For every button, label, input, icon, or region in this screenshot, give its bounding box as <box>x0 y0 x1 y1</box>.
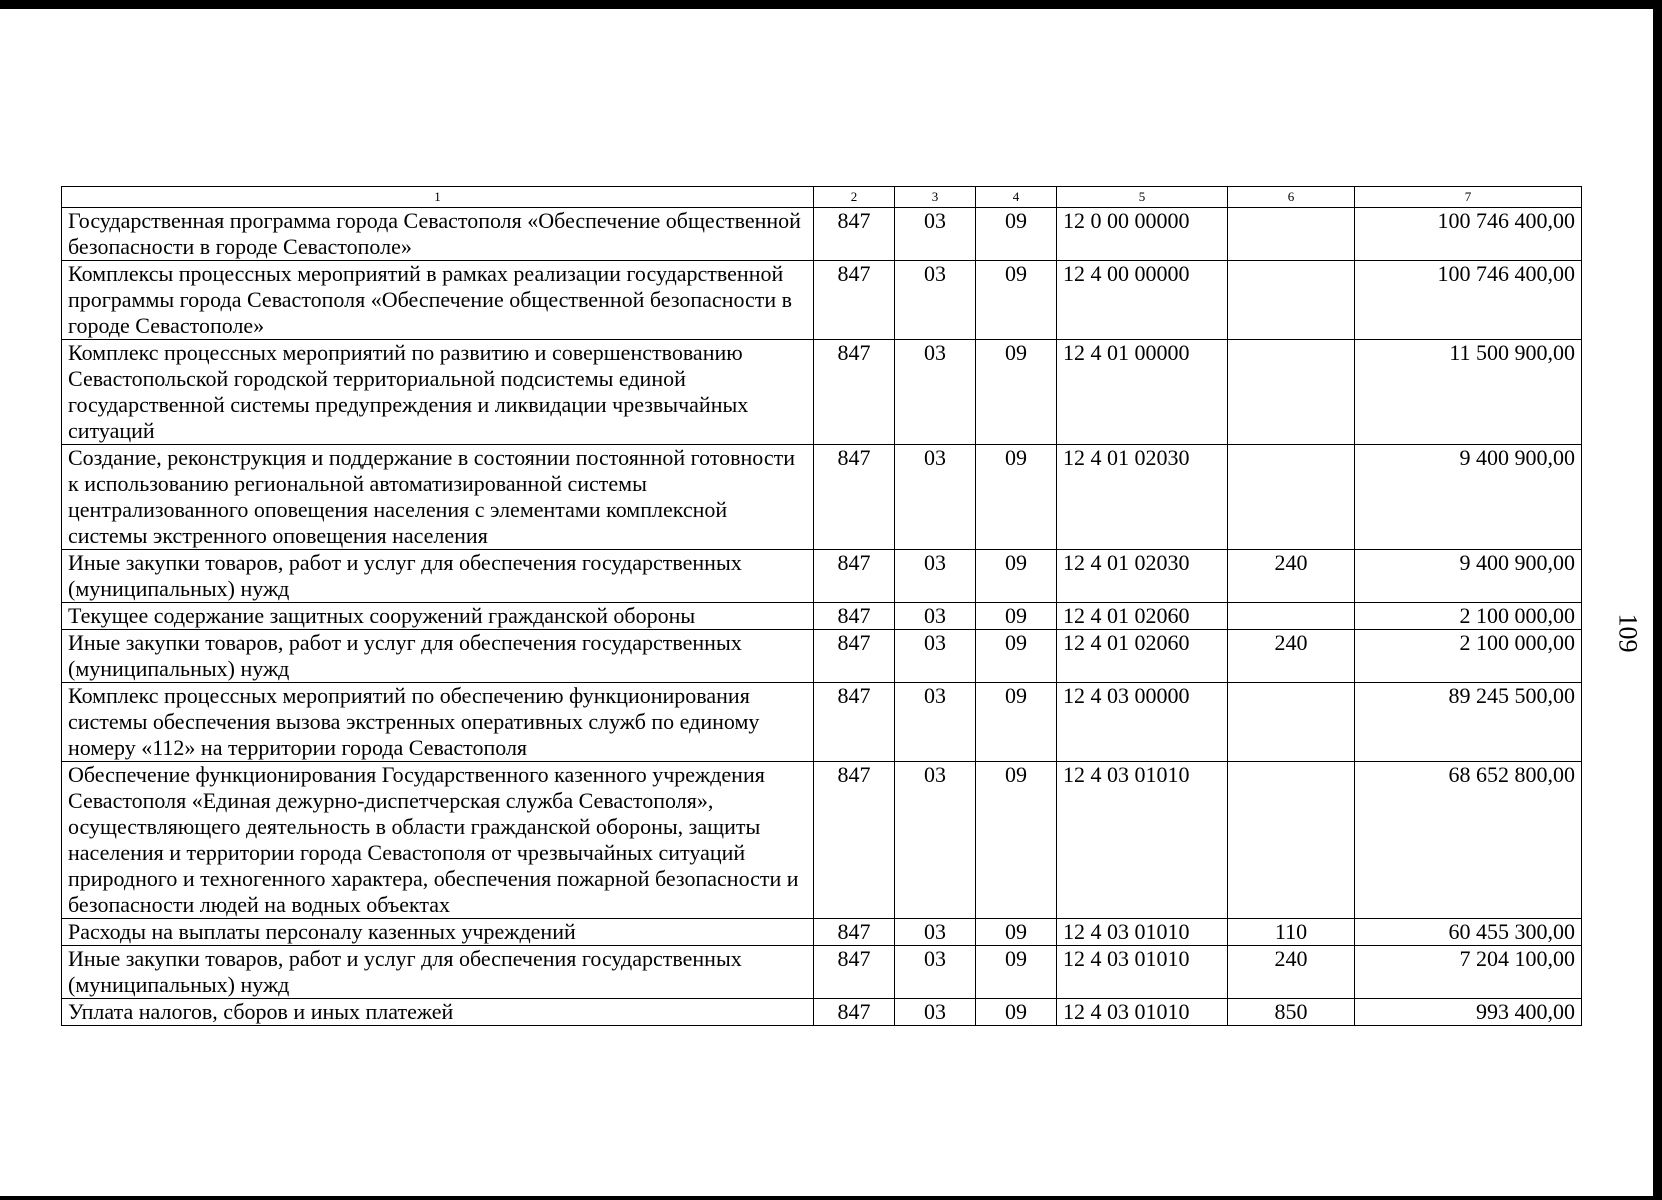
scan-border-bottom <box>0 1196 1662 1200</box>
row-name-cell: Текущее содержание защитных сооружений гражданской обороны <box>62 603 814 630</box>
row-expense-type-cell <box>1228 445 1355 550</box>
row-code-3-cell: 03 <box>895 683 976 762</box>
row-target-article-cell: 12 4 03 01010 <box>1057 919 1228 946</box>
row-target-article-cell: 12 4 03 01010 <box>1057 946 1228 999</box>
row-amount-cell: 2 100 000,00 <box>1355 603 1582 630</box>
row-code-2-cell: 847 <box>814 340 895 445</box>
table-row <box>62 208 1582 261</box>
row-code-3-cell: 03 <box>895 340 976 445</box>
row-code-4-cell: 09 <box>976 919 1057 946</box>
row-expense-type-cell: 240 <box>1228 946 1355 999</box>
row-expense-type-cell <box>1228 762 1355 919</box>
row-amount-cell: 2 100 000,00 <box>1355 630 1582 683</box>
column-header-4: 4 <box>976 187 1057 208</box>
table-row <box>62 919 1582 946</box>
row-amount-cell: 993 400,00 <box>1355 999 1582 1026</box>
budget-table <box>61 186 1582 1026</box>
row-target-article-cell: 12 4 01 02030 <box>1057 445 1228 550</box>
row-code-4-cell: 09 <box>976 946 1057 999</box>
row-expense-type-cell: 240 <box>1228 630 1355 683</box>
row-code-4-cell: 09 <box>976 603 1057 630</box>
row-code-3-cell: 03 <box>895 445 976 550</box>
row-amount-cell: 60 455 300,00 <box>1355 919 1582 946</box>
row-code-3-cell: 03 <box>895 919 976 946</box>
column-header-7: 7 <box>1355 187 1582 208</box>
row-target-article-cell: 12 4 01 02030 <box>1057 550 1228 603</box>
column-header-1: 1 <box>62 187 814 208</box>
row-expense-type-cell <box>1228 683 1355 762</box>
column-header-5: 5 <box>1057 187 1228 208</box>
row-code-2-cell: 847 <box>814 946 895 999</box>
table-row <box>62 261 1582 340</box>
row-amount-cell: 100 746 400,00 <box>1355 208 1582 261</box>
row-code-3-cell: 03 <box>895 999 976 1026</box>
row-code-2-cell: 847 <box>814 550 895 603</box>
row-code-4-cell: 09 <box>976 630 1057 683</box>
row-target-article-cell: 12 4 01 02060 <box>1057 630 1228 683</box>
row-expense-type-cell: 850 <box>1228 999 1355 1026</box>
row-name-cell: Комплексы процессных мероприятий в рамках реализации государственной программы города Севастополя «Обеспечение общественной безопасности в городе Севастополе» <box>62 261 814 340</box>
row-amount-cell: 68 652 800,00 <box>1355 762 1582 919</box>
row-code-2-cell: 847 <box>814 762 895 919</box>
table-body <box>62 208 1582 1026</box>
table-row <box>62 550 1582 603</box>
page-number: 109 <box>1613 613 1643 653</box>
row-amount-cell: 11 500 900,00 <box>1355 340 1582 445</box>
row-expense-type-cell <box>1228 340 1355 445</box>
row-code-3-cell: 03 <box>895 208 976 261</box>
row-target-article-cell: 12 4 01 00000 <box>1057 340 1228 445</box>
row-name-cell: Иные закупки товаров, работ и услуг для обеспечения государственных (муниципальных) нужд <box>62 550 814 603</box>
row-code-4-cell: 09 <box>976 208 1057 261</box>
row-name-cell: Иные закупки товаров, работ и услуг для обеспечения государственных (муниципальных) нужд <box>62 630 814 683</box>
row-code-3-cell: 03 <box>895 762 976 919</box>
column-number-row <box>62 187 1582 208</box>
row-expense-type-cell: 110 <box>1228 919 1355 946</box>
row-target-article-cell: 12 4 03 00000 <box>1057 683 1228 762</box>
row-expense-type-cell <box>1228 603 1355 630</box>
row-target-article-cell: 12 4 01 02060 <box>1057 603 1228 630</box>
row-target-article-cell: 12 4 03 01010 <box>1057 999 1228 1026</box>
row-code-2-cell: 847 <box>814 208 895 261</box>
row-code-2-cell: 847 <box>814 683 895 762</box>
table-row <box>62 445 1582 550</box>
row-name-cell: Создание, реконструкция и поддержание в состоянии постоянной готовности к использованию региональной автоматизированной системы централизованного оповещения населения с элементами комплексной системы экстренного оповещения населения <box>62 445 814 550</box>
row-name-cell: Обеспечение функционирования Государственного казенного учреждения Севастополя «Единая дежурно-диспетчерская служба Севастополя», осуществляющего деятельность в области гражданской обороны, защиты населения и территории города Севастополя от чрезвычайных ситуаций природного и техногенного характера, обеспечения пожарной безопасности и безопасности людей на водных объектах <box>62 762 814 919</box>
scan-border-right <box>1653 0 1662 1200</box>
row-expense-type-cell <box>1228 208 1355 261</box>
row-expense-type-cell <box>1228 261 1355 340</box>
table-row <box>62 946 1582 999</box>
row-code-2-cell: 847 <box>814 603 895 630</box>
row-expense-type-cell: 240 <box>1228 550 1355 603</box>
row-code-3-cell: 03 <box>895 630 976 683</box>
table-row <box>62 762 1582 919</box>
row-amount-cell: 7 204 100,00 <box>1355 946 1582 999</box>
row-target-article-cell: 12 0 00 00000 <box>1057 208 1228 261</box>
row-target-article-cell: 12 4 00 00000 <box>1057 261 1228 340</box>
row-code-3-cell: 03 <box>895 603 976 630</box>
row-name-cell: Расходы на выплаты персоналу казенных учреждений <box>62 919 814 946</box>
row-code-2-cell: 847 <box>814 261 895 340</box>
column-header-2: 2 <box>814 187 895 208</box>
row-code-4-cell: 09 <box>976 340 1057 445</box>
row-code-2-cell: 847 <box>814 999 895 1026</box>
row-code-3-cell: 03 <box>895 550 976 603</box>
row-code-2-cell: 847 <box>814 919 895 946</box>
row-code-4-cell: 09 <box>976 683 1057 762</box>
row-name-cell: Уплата налогов, сборов и иных платежей <box>62 999 814 1026</box>
row-code-4-cell: 09 <box>976 261 1057 340</box>
row-amount-cell: 89 245 500,00 <box>1355 683 1582 762</box>
table-row <box>62 603 1582 630</box>
column-header-3: 3 <box>895 187 976 208</box>
row-code-3-cell: 03 <box>895 261 976 340</box>
row-amount-cell: 9 400 900,00 <box>1355 445 1582 550</box>
table-row <box>62 683 1582 762</box>
row-target-article-cell: 12 4 03 01010 <box>1057 762 1228 919</box>
row-code-4-cell: 09 <box>976 999 1057 1026</box>
row-code-3-cell: 03 <box>895 946 976 999</box>
row-name-cell: Иные закупки товаров, работ и услуг для обеспечения государственных (муниципальных) нужд <box>62 946 814 999</box>
table-row <box>62 999 1582 1026</box>
table-row <box>62 340 1582 445</box>
scan-border-top <box>0 0 1662 9</box>
row-code-2-cell: 847 <box>814 630 895 683</box>
row-name-cell: Комплекс процессных мероприятий по обеспечению функционирования системы обеспечения вызова экстренных оперативных служб по единому номеру «112» на территории города Севастополя <box>62 683 814 762</box>
row-code-4-cell: 09 <box>976 445 1057 550</box>
table-row <box>62 630 1582 683</box>
row-amount-cell: 9 400 900,00 <box>1355 550 1582 603</box>
row-name-cell: Комплекс процессных мероприятий по развитию и совершенствованию Севастопольской городской территориальной подсистемы единой государственной системы предупреждения и ликвидации чрезвычайных ситуаций <box>62 340 814 445</box>
column-header-6: 6 <box>1228 187 1355 208</box>
row-amount-cell: 100 746 400,00 <box>1355 261 1582 340</box>
row-name-cell: Государственная программа города Севастополя «Обеспечение общественной безопасности в городе Севастополе» <box>62 208 814 261</box>
row-code-4-cell: 09 <box>976 550 1057 603</box>
row-code-2-cell: 847 <box>814 445 895 550</box>
row-code-4-cell: 09 <box>976 762 1057 919</box>
